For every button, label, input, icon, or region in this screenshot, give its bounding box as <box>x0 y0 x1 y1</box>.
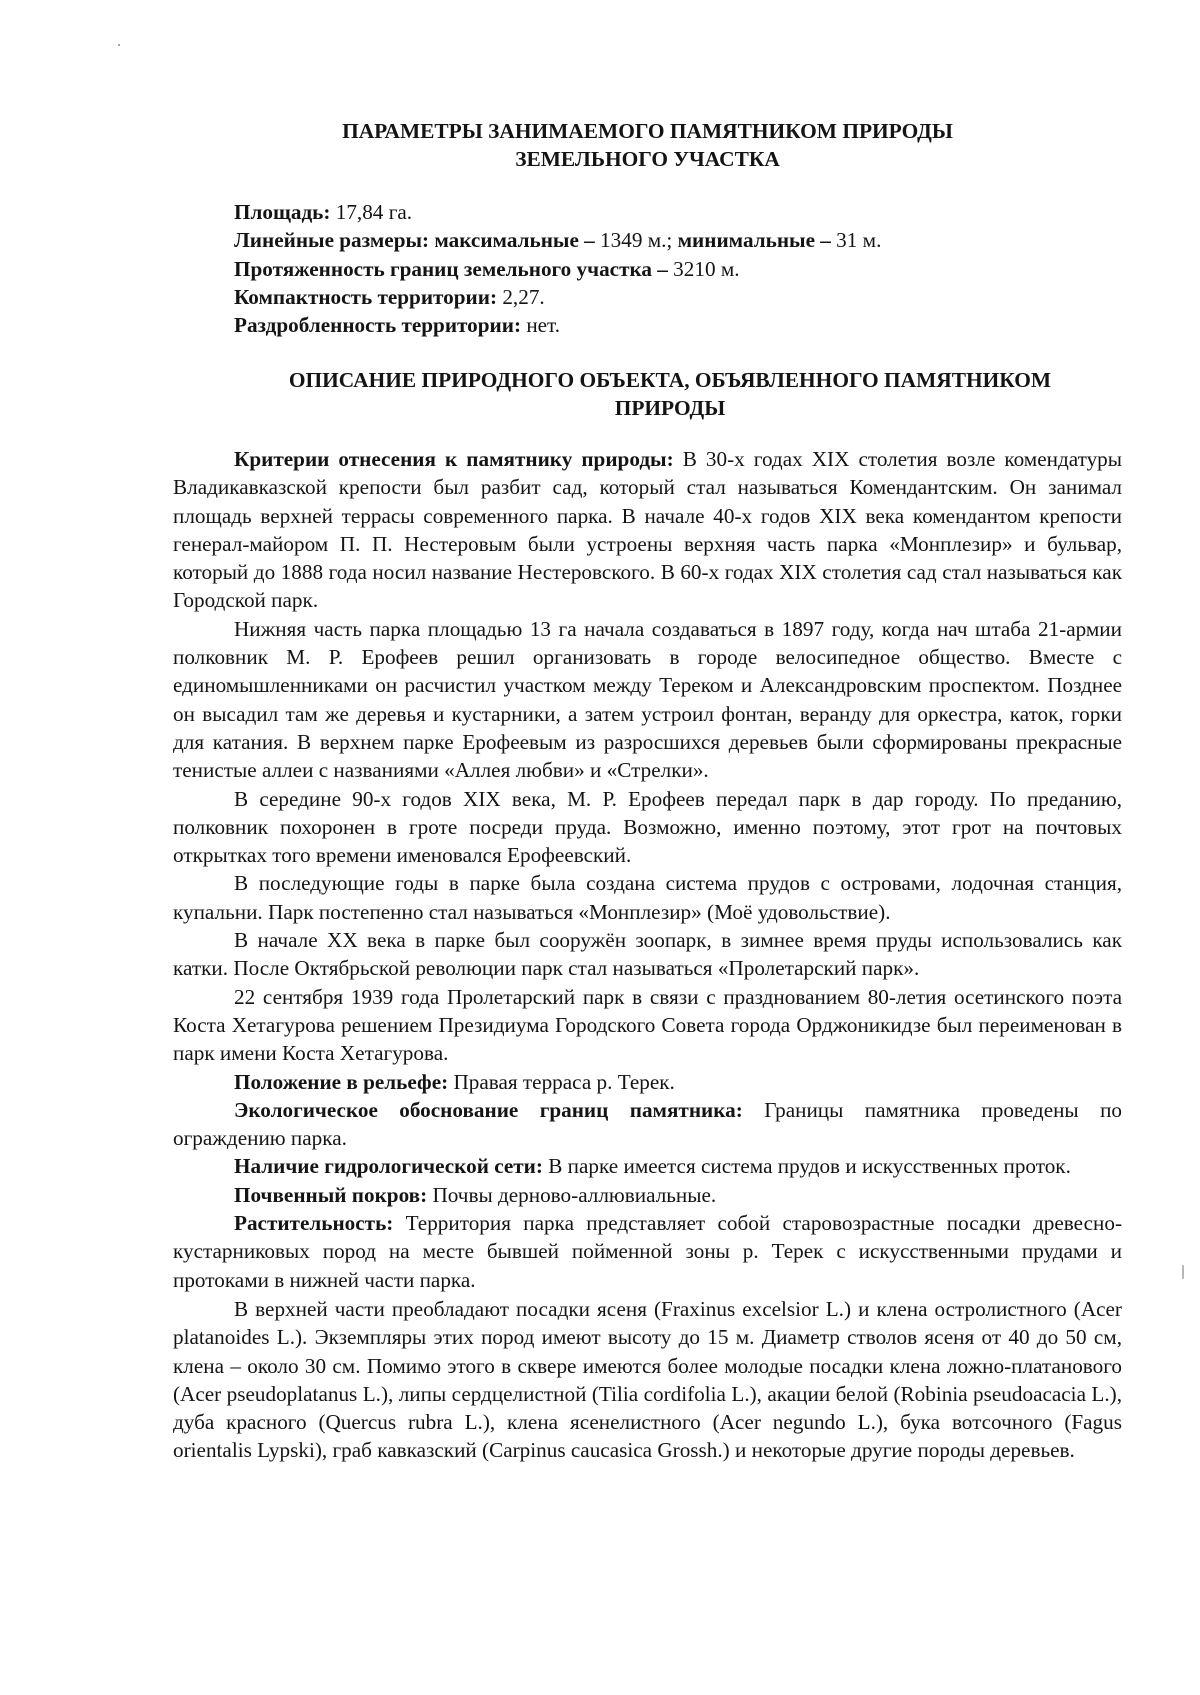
parameters-title-line-1: ПАРАМЕТРЫ ЗАНИМАЕМОГО ПАМЯТНИКОМ ПРИРОДЫ <box>342 119 953 143</box>
description-title-line-2: ПРИРОДЫ <box>614 396 726 420</box>
relief-label: Положение в рельефе: <box>234 1069 449 1094</box>
area-value: 17,84 га. <box>335 200 413 224</box>
area-line <box>234 198 1114 226</box>
fragmentation-line <box>234 311 1114 339</box>
parameters-title-line-2: ЗЕМЕЛЬНОГО УЧАСТКА <box>515 147 780 171</box>
hydrology-paragraph <box>173 1152 1122 1180</box>
hydrology-label: Наличие гидрологической сети: <box>234 1154 543 1179</box>
compactness-label: Компактность территории: <box>234 284 498 309</box>
vegetation-text: Территория парка представляет собой старовозрастные посадки древесно-кустарниковых пород на месте бывшей пойменной зоны р. Терек с искусственными прудами и протоками в нижней части парка. <box>173 1211 1122 1292</box>
min-label: минимальные – <box>677 228 831 253</box>
scan-mark <box>1182 1265 1184 1279</box>
criteria-paragraph <box>173 445 1122 615</box>
ecology-paragraph <box>173 1096 1122 1153</box>
fragmentation-label: Раздробленность территории: <box>234 313 522 338</box>
vegetation-label: Растительность: <box>234 1211 394 1236</box>
border-value: 3210 м. <box>673 256 740 281</box>
compactness-line <box>234 283 1114 311</box>
soil-text: Почвы дерново-аллювиальные. <box>432 1182 717 1207</box>
parameters-title <box>173 117 1122 173</box>
hydrology-text: В парке имеется система прудов и искусственных проток. <box>548 1154 1071 1179</box>
compactness-value: 2,27. <box>502 284 545 309</box>
soil-label: Почвенный покров: <box>234 1182 428 1207</box>
object-description <box>173 445 1122 1465</box>
ecology-text: Границы памятника проведены по ограждению парка. <box>173 1097 1123 1151</box>
dimensions-line <box>234 226 1114 254</box>
border-label: Протяженность границ земельного участка – <box>234 256 668 281</box>
max-value: 1349 м.; <box>600 228 673 253</box>
history-paragraph-5: В начале XX века в парке был сооружён зоопарк, в зимнее время пруды использовались как катки. После Октябрьской революции парк стал называться «Пролетарский парк». <box>173 928 1122 981</box>
criteria-text: В 30-х годах XIX столетия возле комендатуры Владикавказской крепости был разбит сад, который стал называться Комендантским. Он занимал площадь верхней террасы современного парка. В начале 40-х годов XIX века комендантом крепости генерал-майором П. П. Нестеровым были устроены верхняя часть парка «Монплезир» и бульвар, который до 1888 года носил название Нестеровского. В 60-х годах XIX столетия сад стал называться как Городской парк. <box>173 447 1122 613</box>
history-paragraph-4: В последующие годы в парке была создана система прудов с островами, лодочная станция, купальни. Парк постепенно стал называться «Монплезир» (Моё удовольствие). <box>173 871 1122 924</box>
history-paragraph-3: В середине 90-х годов XIX века, М. Р. Ерофеев передал парк в дар городу. По преданию, полковник похоронен в гроте посреди пруда. Возможно, именно поэтому, этот грот на почтовых открытках того времени именовался Ерофеевский. <box>173 786 1122 868</box>
border-line <box>234 255 1114 283</box>
min-value: 31 м. <box>836 228 882 253</box>
vegetation-paragraph <box>173 1209 1122 1294</box>
description-title-line-1: ОПИСАНИЕ ПРИРОДНОГО ОБЪЕКТА, ОБЪЯВЛЕННОГО ПАМЯТНИКОМ <box>288 368 1052 392</box>
area-label: Площадь: <box>234 200 331 224</box>
history-paragraph-6: 22 сентября 1939 года Пролетарский парк в связи с празднованием 80-летия осетинского поэта Коста Хетагурова решением Президиума Городского Совета города Орджоникидзе был переименован в парк имени Коста Хетагурова. <box>173 984 1122 1066</box>
scan-mark <box>118 44 120 46</box>
fragmentation-value: нет. <box>526 313 561 338</box>
soil-paragraph <box>173 1181 1122 1209</box>
relief-paragraph <box>173 1068 1122 1096</box>
relief-text: Правая терраса р. Терек. <box>453 1069 675 1094</box>
ecology-label: Экологическое обоснование границ памятника: <box>234 1097 743 1122</box>
dimensions-label: Линейные размеры: <box>234 228 430 253</box>
max-label: максимальные – <box>434 228 595 253</box>
upper-park-paragraph: В верхней части преобладают посадки ясеня (Fraxinus excelsior L.) и клена остролистного (Acer platanoides L.). Экземпляры этих пород имеют высоту до 15 м. Диаметр стволов ясеня от 40 до 50 см, клена – около 30 см. Помимо этого в сквере имеются более молодые посадки клена ложно-платанового (Acer pseudoplatanus L.), липы сердцелистной (Tilia cordifolia L.), акации белой (Robinia pseudoacacia L.), дуба красного (Quercus rubra L.), клена ясенелистного (Acer negundo L.), бука вотсочного (Fagus orientalis Lypski), граб кавказский (Carpinus caucasica Grossh.) и некоторые другие породы деревьев. <box>173 1296 1122 1463</box>
criteria-label: Критерии отнесения к памятнику природы: <box>234 447 674 471</box>
history-paragraph-2: Нижняя часть парка площадью 13 га начала создаваться в 1897 году, когда нач штаба 21-армии полковник М. Р. Ерофеев решил организовать в городе велосипедное общество. Вместе с единомышленниками он расчистил участком между Тереком и Александровским проспектом. Позднее он высадил там же деревья и кустарники, а затем устроил фонтан, веранду для оркестра, каток, горки для катания. В верхнем парке Ерофеевым из разросшихся деревьев были сформированы прекрасные тенистые аллеи с названиями «Аллея любви» и «Стрелки». <box>173 616 1122 783</box>
description-title <box>205 366 1135 422</box>
land-parameters <box>234 198 1114 339</box>
